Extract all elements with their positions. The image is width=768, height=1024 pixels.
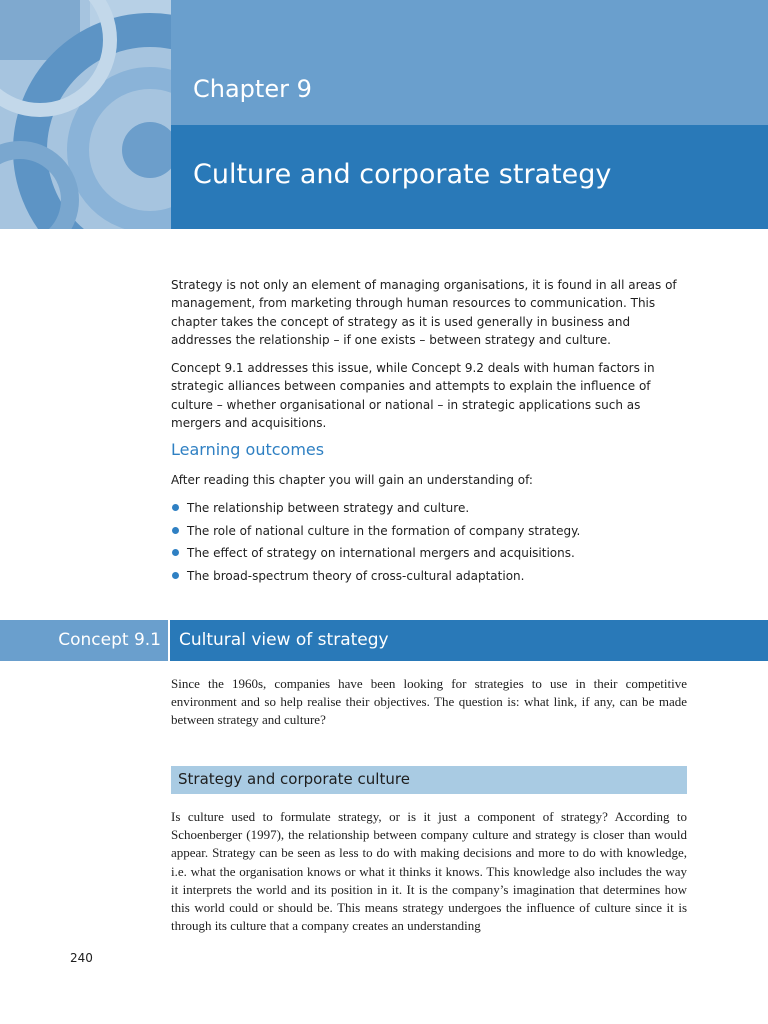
learning-outcome-item — [171, 499, 580, 522]
concept-intro-paragraph: Since the 1960s, companies have been looking for strategies to use in their competitive environment and so help realise their objectives. The question is: what link, if any, can be made between strategy and culture? — [171, 676, 687, 728]
bullet-icon — [172, 549, 179, 556]
bullet-icon — [172, 504, 179, 511]
bullet-icon — [172, 572, 179, 579]
learning-outcomes-heading: Learning outcomes — [171, 440, 325, 459]
learning-outcome-text: The relationship between strategy and culture. — [187, 501, 470, 515]
subheading: Strategy and corporate culture — [178, 770, 410, 788]
subheading-box — [171, 766, 687, 794]
intro-paragraph-2: Concept 9.1 addresses this issue, while Concept 9.2 deals with human factors in strategic alliances between companies and attempts to explain the influence of culture – whether organisational or national – in strategic applications such as mergers and acquisitions. — [171, 361, 655, 431]
learning-outcomes-lead: After reading this chapter you will gain an understanding of: — [171, 473, 533, 487]
learning-outcome-item — [171, 567, 580, 590]
learning-outcome-item — [171, 522, 580, 545]
chapter-label: Chapter 9 — [193, 75, 312, 103]
bullet-icon — [172, 527, 179, 534]
decorative-circles-graphic — [0, 0, 171, 229]
concept-body-paragraph: Is culture used to formulate strategy, or is it just a component of strategy? According to Schoenberger (1997), the relationship between company culture and strategy is closer than would appear. Strategy can be seen as less to do with making decisions and more to do with knowledge, i.e. what the organisation knows or what it thinks it knows. This knowledge also includes the way it interprets the world and its position in it. It is the company’s imagination that determines how this world could or should be. This means strategy undergoes the influence of culture since it is through its culture that a company creates an understanding — [171, 809, 687, 934]
header-decorative-art — [0, 0, 171, 229]
chapter-title: Culture and corporate strategy — [193, 159, 612, 190]
chapter-title-band — [171, 125, 768, 229]
learning-outcome-text: The effect of strategy on international mergers and acquisitions. — [187, 546, 575, 561]
chapter-label-band — [171, 0, 768, 125]
concept-number: Concept 9.1 — [58, 630, 161, 650]
concept-number-box — [0, 620, 170, 661]
learning-outcome-item — [171, 544, 580, 567]
learning-outcome-text: The role of national culture in the formation of company strategy. — [187, 523, 581, 538]
concept-title: Cultural view of strategy — [179, 630, 389, 650]
learning-outcomes-list — [171, 499, 580, 590]
page-number: 240 — [70, 951, 93, 965]
intro-paragraph-1: Strategy is not only an element of managing organisations, it is found in all areas of management, from marketing through human resources to communication. This chapter takes the concept of strategy as it is used generally in business and addresses the relationship – if one exists – between strategy and culture. — [171, 278, 677, 348]
concept-heading-band — [0, 620, 768, 661]
learning-outcome-text: The broad-spectrum theory of cross-cultural adaptation. — [187, 569, 525, 584]
